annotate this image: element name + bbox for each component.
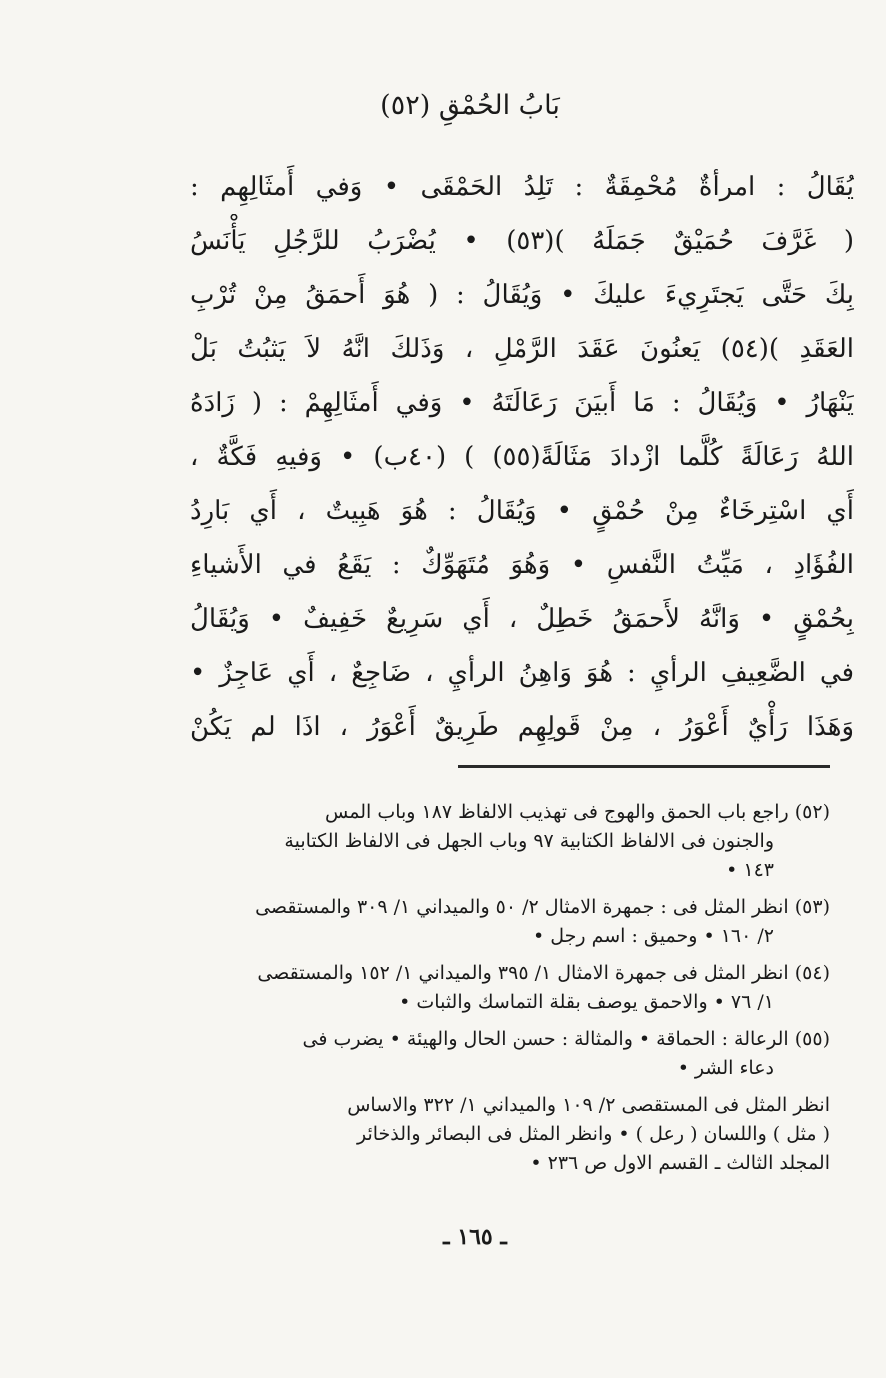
- main-text: [190, 160, 854, 754]
- text-line: أَي اسْتِرخَاءٌ مِنْ حُمْقٍ • وَيُقَالُ : هُوَ هَبِيتٌ ، أَي بَارِدُ: [190, 496, 854, 526]
- text-line: الفُؤَادِ ، مَيِّتُ النَّفسِ • وَهُوَ مُتَهَوِّكٌ : يَقَعُ في الأَشياءِ: [190, 550, 854, 580]
- text-line: في الضَّعِيفِ الرأيِ : هُوَ وَاهِنُ الرأيِ ، ضَاجِعٌ ، أَي عَاجِزٌ •: [190, 658, 854, 688]
- footnote-line: ١/ ٧٦ • والاحمق يوصف بقلة التماسك والثبات •: [399, 991, 774, 1013]
- footnote-text: انظر المثل فى جمهرة الامثال ١/ ٣٩٥ والميداني ١/ ١٥٢ والمستقصى: [257, 962, 789, 984]
- footnote-separator: [458, 765, 830, 768]
- footnote-line: [180, 798, 830, 827]
- text-line: بِكَ حَتَّى يَجتَرِيءَ عليكَ • وَيُقَالُ : ( هُوَ أَحمَقُ مِنْ تُرْبِ: [190, 280, 854, 310]
- text-line: ( غَرَّفَ حُمَيْقٌ جَمَلَهُ )(٥٣) • يُضْرَبُ للرَّجُلِ يَأْنَسُ: [190, 226, 854, 256]
- footnotes: [180, 798, 830, 1178]
- footnote-line: [180, 893, 830, 922]
- text-line: العَقَدِ )(٥٤) يَعنُونَ عَقَدَ الرَّمْلِ ، وَذَلكَ انَّهُ لاَ يَثبُتُ بَلْ: [190, 334, 854, 364]
- footnote-number: (٥٣): [794, 896, 830, 918]
- text-line: اللهُ رَعَالَةً كُلَّما ازْدادَ مَثَالَةً(٥٥) ) (٤٠ب) • وَفيهِ فَكَّةٌ ،: [190, 442, 854, 472]
- chapter-heading: بَابُ الحُمْقِ (٥٢): [380, 90, 560, 121]
- footnote-line: [180, 1025, 830, 1054]
- footnote-line: ١٤٣ •: [726, 859, 774, 881]
- footnote-number: (٥٤): [794, 962, 830, 984]
- page-number: ـ ١٦٥ ـ: [443, 1224, 507, 1250]
- text-line: يُقَالُ : امرأةٌ مُحْمِقَةٌ : تَلِدُ الحَمْقَى • وَفي أَمثَالِهِم :: [190, 172, 854, 202]
- footnote-line: ( مثل ) واللسان ( رعل ) • وانظر المثل فى البصائر والذخائر: [356, 1123, 830, 1145]
- footnote-text: الرعالة : الحماقة • والمثالة : حسن الحال والهيئة • يضرب فى: [302, 1028, 789, 1050]
- footnote-line: دعاء الشر •: [677, 1057, 774, 1079]
- text-line: يَنْهَارُ • وَيُقَالُ : مَا أَبيَنَ رَعَالَتَهُ • وَفي أَمثَالِهِمْ : ( زَادَهُ: [190, 388, 854, 418]
- footnote-line: ٢/ ١٦٠ • وحميق : اسم رجل •: [533, 925, 774, 947]
- footnote-line: المجلد الثالث ـ القسم الاول ص ٢٣٦ •: [530, 1152, 830, 1174]
- footnote-text: انظر المثل فى : جمهرة الامثال ٢/ ٥٠ والميداني ١/ ٣٠٩ والمستقصى: [255, 896, 789, 918]
- footnote-line: [180, 959, 830, 988]
- text-line: بِحُمْقٍ • وَانَّهُ لأَحمَقُ خَطِلٌ ، أَي سَرِيعٌ خَفِيفٌ • وَيُقَالُ: [190, 604, 854, 634]
- footnote-line: والجنون فى الالفاظ الكتابية ٩٧ وباب الجهل فى الالفاظ الكتابية: [284, 830, 774, 852]
- footnote-number: (٥٢): [794, 801, 830, 823]
- footnote-number: (٥٥): [794, 1028, 830, 1050]
- footnote-line: انظر المثل فى المستقصى ٢/ ١٠٩ والميداني ١/ ٣٢٢ والاساس: [347, 1094, 830, 1116]
- text-line: وَهَذَا رَأْيٌ أَعْوَرُ ، مِنْ قَولِهِم طَرِيقٌ أَعْوَرُ ، اذَا لم يَكُنْ: [190, 712, 854, 742]
- footnote-text: راجع باب الحمق والهوج فى تهذيب الالفاظ ١٨٧ وباب المس: [325, 801, 789, 823]
